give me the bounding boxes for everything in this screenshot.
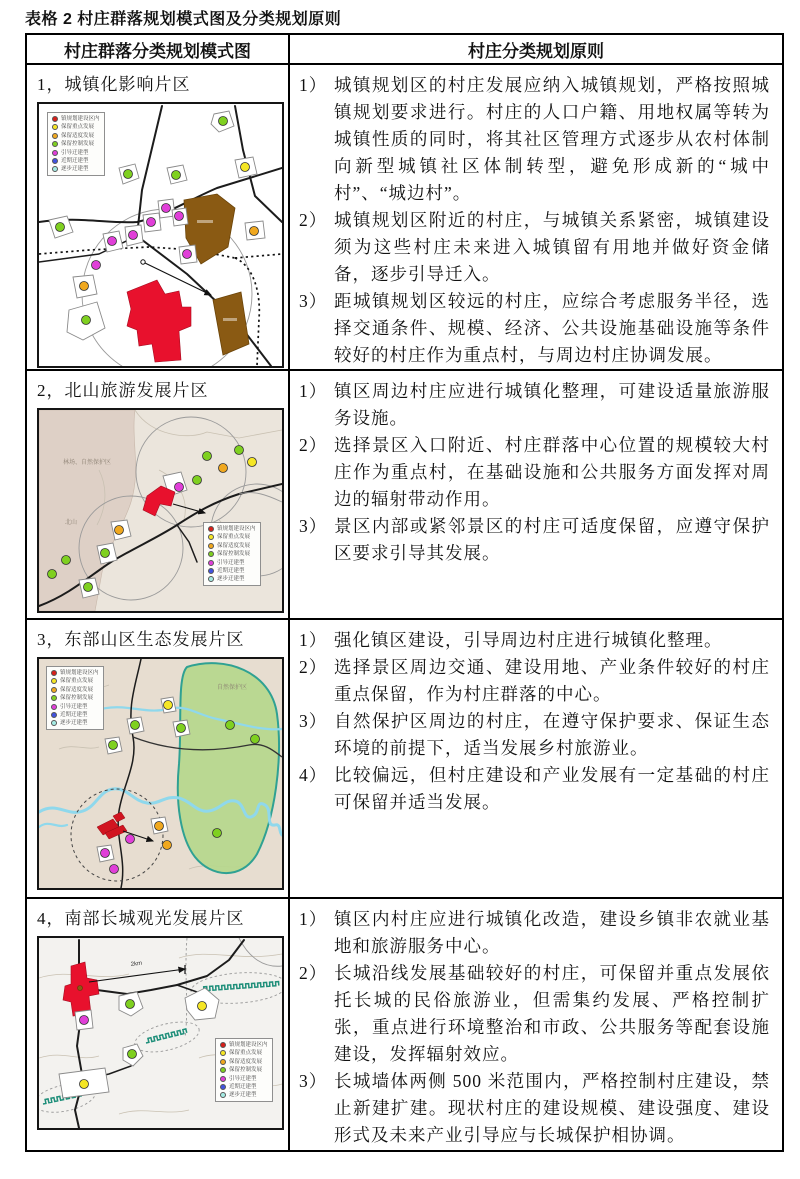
legend-dot-icon [220,1092,226,1098]
principle-item [299,513,770,567]
map-legend [215,1038,273,1102]
pattern-cell-1 [27,65,290,369]
legend-item [208,560,256,566]
legend-dot-icon [208,568,214,574]
principle-text: 镇区内村庄应进行城镇化改造，建设乡镇非农就业基地和旅游服务中心。 [334,909,770,956]
legend-item-label: 引导迁建型 [217,559,245,566]
pattern-title-4: 4，南部长城观光发展片区 [37,909,245,928]
legend-item-label: 保留适度发展 [217,542,251,549]
legend-item-label: 保留控制发展 [61,141,95,148]
legend-item [208,551,256,557]
legend-item [52,158,100,164]
legend-item [220,1067,268,1073]
legend-dot-icon [220,1084,226,1090]
legend-dot-icon [52,150,58,156]
principle-item [299,72,770,207]
principle-text: 自然保护区周边的村庄，在遵守保护要求、保证生态环境的前提下，适当发展乡村旅游业。 [334,711,770,758]
legend-item-label: 保留控制发展 [60,695,94,702]
document-title: 表格 2 村庄群落规划模式图及分类规划原则 [25,11,342,28]
table-row [27,897,782,1150]
legend-item-label: 保留控制发展 [217,551,251,558]
distance-label: 2km [130,960,143,968]
legend-dot-icon [208,551,214,557]
town-planning-zone [127,280,191,362]
legend-item-label: 保留重点发展 [217,534,251,541]
principles-list [299,906,770,1149]
legend-dot-icon [51,720,57,726]
principle-number: 1） [299,381,328,401]
legend-dot-icon [208,543,214,549]
principle-text: 镇区周边村庄应进行城镇化整理，可建设适量旅游服务设施。 [334,381,770,428]
principle-number: 2） [299,963,328,983]
legend-item [208,543,256,549]
principle-item [299,762,770,816]
legend-item [208,568,256,574]
legend-dot-icon [52,116,58,122]
legend-item [208,576,256,582]
legend-dot-icon [51,670,57,676]
town-cluster [97,812,127,839]
principle-text: 城镇规划区附近的村庄，与城镇关系紧密，城镇建设须为这些村庄未来进入城镇留有用地并做好资金储备，逐步引导迁入。 [334,210,770,284]
legend-item [52,116,100,122]
principle-number: 1） [299,909,328,929]
town-planning-zone [143,486,175,516]
legend-item [52,133,100,139]
principle-text: 比较偏远，但村庄建设和产业发展有一定基础的村庄可保留并适当发展。 [334,765,770,812]
legend-dot-icon [52,124,58,130]
legend-item-label: 近期迁建型 [217,567,245,574]
principle-number: 3） [299,291,328,311]
legend-dot-icon [208,534,214,540]
principles-list [299,627,770,816]
legend-item-label: 保留适度发展 [60,686,94,693]
legend-item [220,1050,268,1056]
legend-dot-icon [220,1067,226,1073]
legend-item [51,678,99,684]
map-legend [47,112,105,176]
principle-number: 2） [299,657,328,677]
forest-label: 林场、自然保护区 [63,460,112,466]
map-east-mountain [37,657,284,890]
legend-item [208,526,256,532]
legend-dot-icon [51,678,57,684]
reserve-label: 自然保护区 [217,685,248,691]
legend-item-label: 引导迁建型 [60,703,88,710]
nature-reserve-area [178,663,279,873]
principles-list [299,72,770,369]
principle-item [299,432,770,513]
legend-dot-icon [220,1076,226,1082]
legend-item [51,720,99,726]
table-header-row [27,35,782,63]
legend-dot-icon [52,166,58,172]
header-principles-column: 村庄分类规划原则 [468,41,604,61]
legend-item-label: 保留重点发展 [61,124,95,131]
map-great-wall [37,936,284,1130]
principle-text: 城镇规划区的村庄发展应纳入城镇规划，严格按照城镇规划要求进行。村庄的人口户籍、用地权属等转为城镇性质的同时，将其社区管理方式逐步从农村体制向新型城镇社区体制转型，避免形成新的“城中村”、“城边村”。 [334,75,770,203]
legend-item-label: 近期迁建型 [61,157,89,164]
pattern-cell-2 [27,371,290,618]
legend-item [51,670,99,676]
legend-dot-icon [208,526,214,532]
pattern-title-1: 1，城镇化影响片区 [37,75,191,94]
principle-item [299,627,770,654]
principle-number: 3） [299,1071,328,1091]
legend-item-label: 镇规划建设区内 [61,116,100,122]
legend-item-label: 保留重点发展 [60,678,94,685]
legend-item [51,695,99,701]
map-north-mountain [37,408,284,613]
legend-item [52,150,100,156]
principle-item [299,654,770,708]
legend-item-label: 引导迁建型 [61,149,89,156]
legend-dot-icon [51,695,57,701]
principle-text: 距城镇规划区较远的村庄，应综合考虑服务半径，选择交通条件、规模、经济、公共设施基础设施等条件较好的村庄作为重点村，与周边村庄协调发展。 [334,291,770,365]
map-legend [203,522,261,586]
industrial-area-2 [213,292,249,355]
legend-item [208,534,256,540]
principle-number: 3） [299,711,328,731]
legend-dot-icon [220,1059,226,1065]
legend-item-label: 保留适度发展 [229,1058,263,1065]
principle-text: 长城墙体两侧 500 米范围内，严格控制村庄建设，禁止新建扩建。现状村庄的建设规模、建设强度、建设形式及未来产业引导应与长城保护相协调。 [334,1071,770,1145]
legend-dot-icon [208,560,214,566]
principle-number: 2） [299,435,328,455]
legend-item [52,141,100,147]
pattern-cell-3 [27,620,290,897]
legend-item-label: 逐步迁建型 [217,576,245,583]
principle-item [299,378,770,432]
principle-text: 景区内部或紧邻景区的村庄可适度保留，应遵守保护区要求引导其发展。 [334,516,770,563]
legend-item-label: 镇规划建设区内 [229,1042,268,1048]
legend-item [52,124,100,130]
principle-text: 选择景区周边交通、建设用地、产业条件较好的村庄重点保留，作为村庄群落的中心。 [334,657,770,704]
legend-item [220,1092,268,1098]
legend-dot-icon [51,712,57,718]
principle-text: 长城沿线发展基础较好的村庄，可保留并重点发展依托长城的民俗旅游业，但需集约发展、严格控制扩张，重点进行环境整治和市政、公共服务等配套设施建设，发挥辐射效应。 [334,963,770,1064]
principles-cell-4 [290,899,782,1150]
principle-item [299,1068,770,1149]
legend-dot-icon [52,158,58,164]
principle-number: 1） [299,75,328,95]
legend-item [220,1042,268,1048]
map-urbanization [37,102,284,368]
legend-dot-icon [51,687,57,693]
legend-item-label: 逐步迁建型 [60,720,88,727]
legend-dot-icon [208,576,214,582]
legend-item [51,687,99,693]
header-pattern-column: 村庄群落分类规划模式图 [27,35,290,63]
principle-text: 强化镇区建设，引导周边村庄进行城镇化整理。 [334,630,723,650]
principle-text: 选择景区入口附近、村庄群落中心位置的规模较大村庄作为重点村，在基础设施和公共服务方面发挥对周边的辐射带动作用。 [334,435,770,509]
legend-item-label: 近期迁建型 [229,1083,257,1090]
legend-dot-icon [220,1050,226,1056]
legend-item-label: 保留控制发展 [229,1067,263,1074]
legend-item-label: 保留重点发展 [229,1050,263,1057]
legend-item [51,704,99,710]
legend-dot-icon [52,133,58,139]
mountain-label: 北山 [65,520,78,526]
legend-dot-icon [51,704,57,710]
legend-item-label: 逐步迁建型 [61,166,89,173]
legend-item [220,1084,268,1090]
legend-item-label: 镇规划建设区内 [217,526,256,532]
legend-item-label: 近期迁建型 [60,711,88,718]
table-row [27,618,782,897]
principles-cell-2 [290,371,782,618]
principle-number: 4） [299,765,328,785]
principle-item [299,288,770,369]
legend-item-label: 逐步迁建型 [229,1092,257,1099]
principle-item [299,708,770,762]
legend-item-label: 引导迁建型 [229,1075,257,1082]
table-row [27,369,782,618]
principle-item [299,207,770,288]
legend-item [220,1076,268,1082]
principle-item [299,960,770,1068]
principle-number: 1） [299,630,328,650]
pattern-title-3: 3，东部山区生态发展片区 [37,630,245,649]
principles-cell-1 [290,65,782,369]
legend-item [52,166,100,172]
principles-list [299,378,770,567]
principle-item [299,906,770,960]
legend-dot-icon [220,1042,226,1048]
pattern-title-2: 2，北山旅游发展片区 [37,381,209,400]
legend-dot-icon [52,141,58,147]
legend-item-label: 镇规划建设区内 [60,670,99,676]
table-row [27,63,782,369]
legend-item-label: 保留适度发展 [61,132,95,139]
principles-cell-3 [290,620,782,897]
legend-item [51,712,99,718]
pattern-cell-4 [27,899,290,1150]
principle-number: 3） [299,516,328,536]
legend-item [220,1059,268,1065]
principle-number: 2） [299,210,328,230]
planning-table [25,33,784,1152]
map-legend [46,666,104,730]
